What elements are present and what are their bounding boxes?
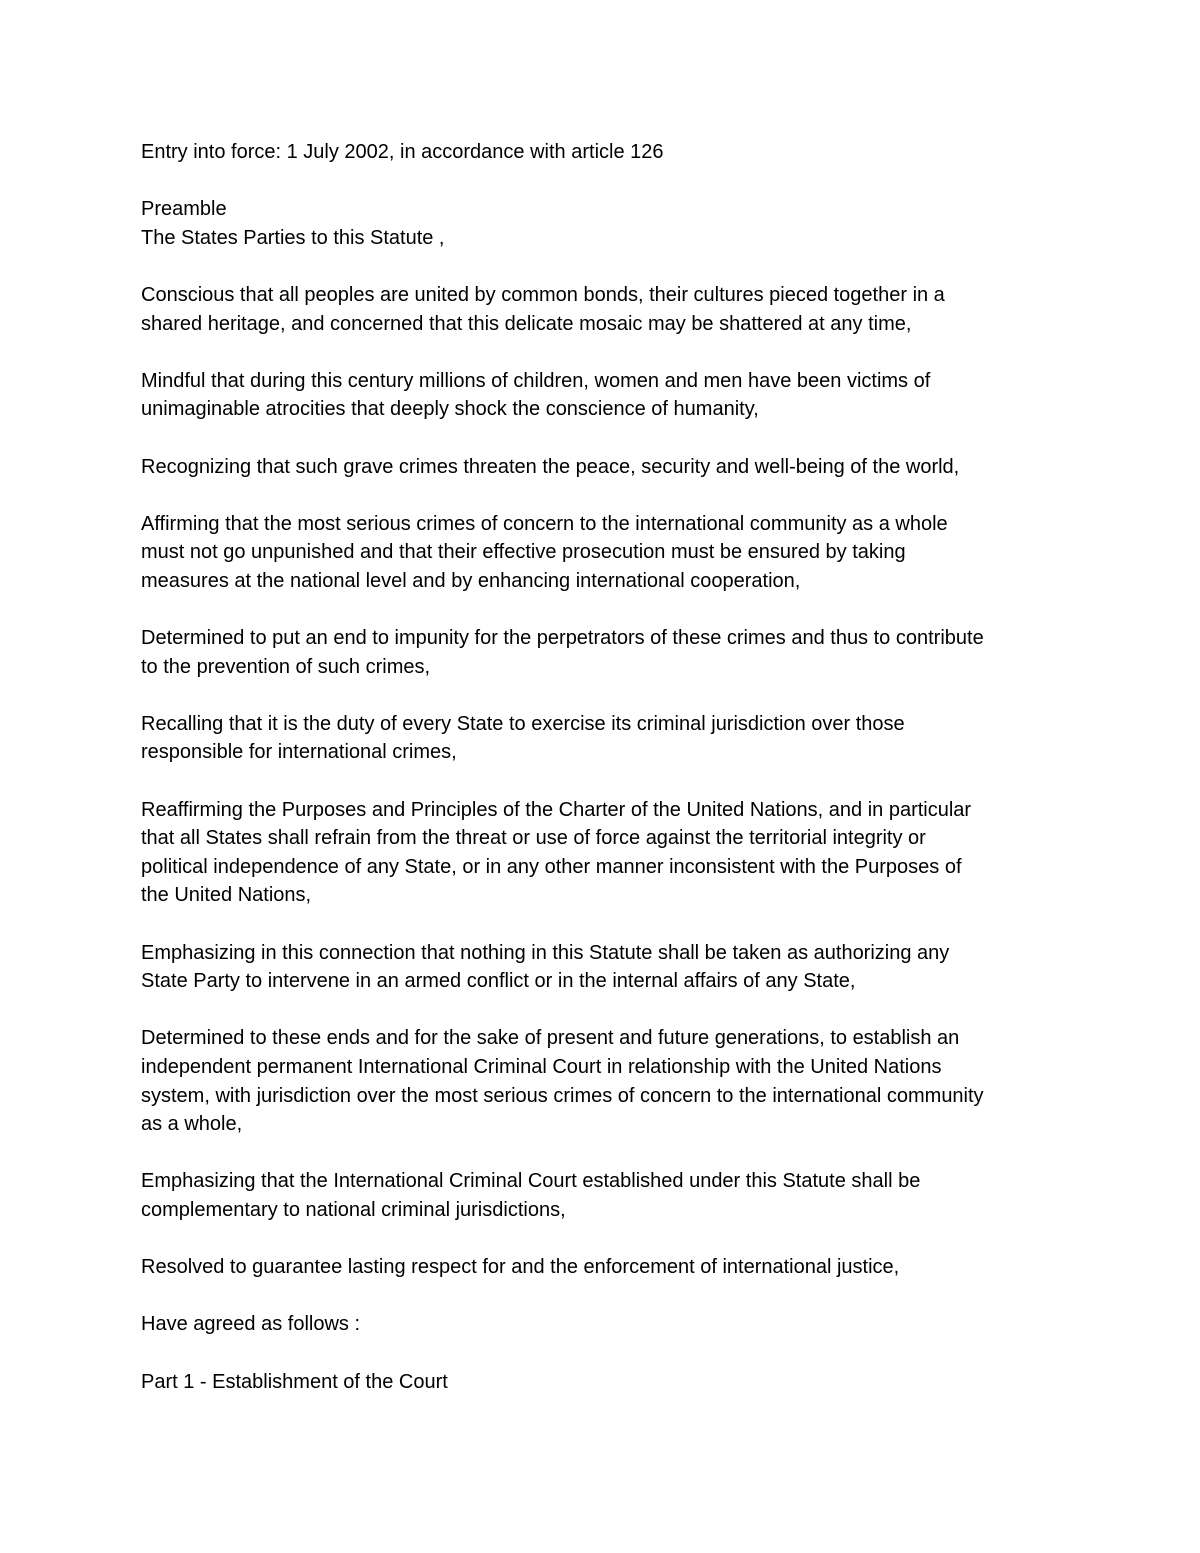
document-body [141, 138, 1071, 1396]
preamble-paragraph-recalling: Recalling that it is the duty of every State to exercise its criminal jurisdiction over those responsible for international crimes, [141, 712, 905, 764]
preamble-paragraph-mindful: Mindful that during this century millions of children, women and men have been victims of unimaginable atrocities that deeply shock the conscience of humanity, [141, 369, 931, 421]
states-parties-line: The States Parties to this Statute , [141, 226, 445, 249]
preamble-paragraph-emphasizing-connection: Emphasizing in this connection that nothing in this Statute shall be taken as authorizing any State Party to intervene in an armed conflict or in the internal affairs of any State, [141, 941, 950, 993]
preamble-paragraph-recognizing: Recognizing that such grave crimes threaten the peace, security and well-being of the world, [141, 455, 960, 478]
preamble-paragraph-resolved: Resolved to guarantee lasting respect for and the enforcement of international justice, [141, 1256, 900, 1279]
preamble-paragraph-conscious: Conscious that all peoples are united by common bonds, their cultures pieced together in a shared heritage, and concerned that this delicate mosaic may be shattered at any time, [141, 283, 945, 335]
part-heading: Part 1 - Establishment of the Court [141, 1370, 448, 1393]
preamble-paragraph-agreed: Have agreed as follows : [141, 1313, 361, 1336]
preamble-paragraph-reaffirming: Reaffirming the Purposes and Principles of the Charter of the United Nations, and in particular that all States shall refrain from the threat or use of force against the territorial integrity or political independence of any State, or in any other manner inconsistent with the Purposes of the United Nations, [141, 798, 972, 907]
entry-into-force-line: Entry into force: 1 July 2002, in accordance with article 126 [141, 141, 664, 163]
preamble-paragraph-determined-impunity: Determined to put an end to impunity for the perpetrators of these crimes and thus to contribute to the prevention of such crimes, [141, 627, 984, 678]
preamble-paragraph-determined-ends: Determined to these ends and for the sake of present and future generations, to establish an independent permanent International Criminal Court in relationship with the United Nations system, with jurisdiction over the most serious crimes of concern to the international community as a whole, [141, 1027, 984, 1136]
preamble-heading: Preamble [141, 198, 227, 221]
preamble-paragraph-affirming: Affirming that the most serious crimes of concern to the international community as a whole must not go unpunished and that their effective prosecution must be ensured by taking measures at the national level and by enhancing international cooperation, [141, 512, 948, 592]
preamble-paragraph-emphasizing-complementary: Emphasizing that the International Criminal Court established under this Statute shall be complementary to national criminal jurisdictions, [141, 1170, 921, 1221]
